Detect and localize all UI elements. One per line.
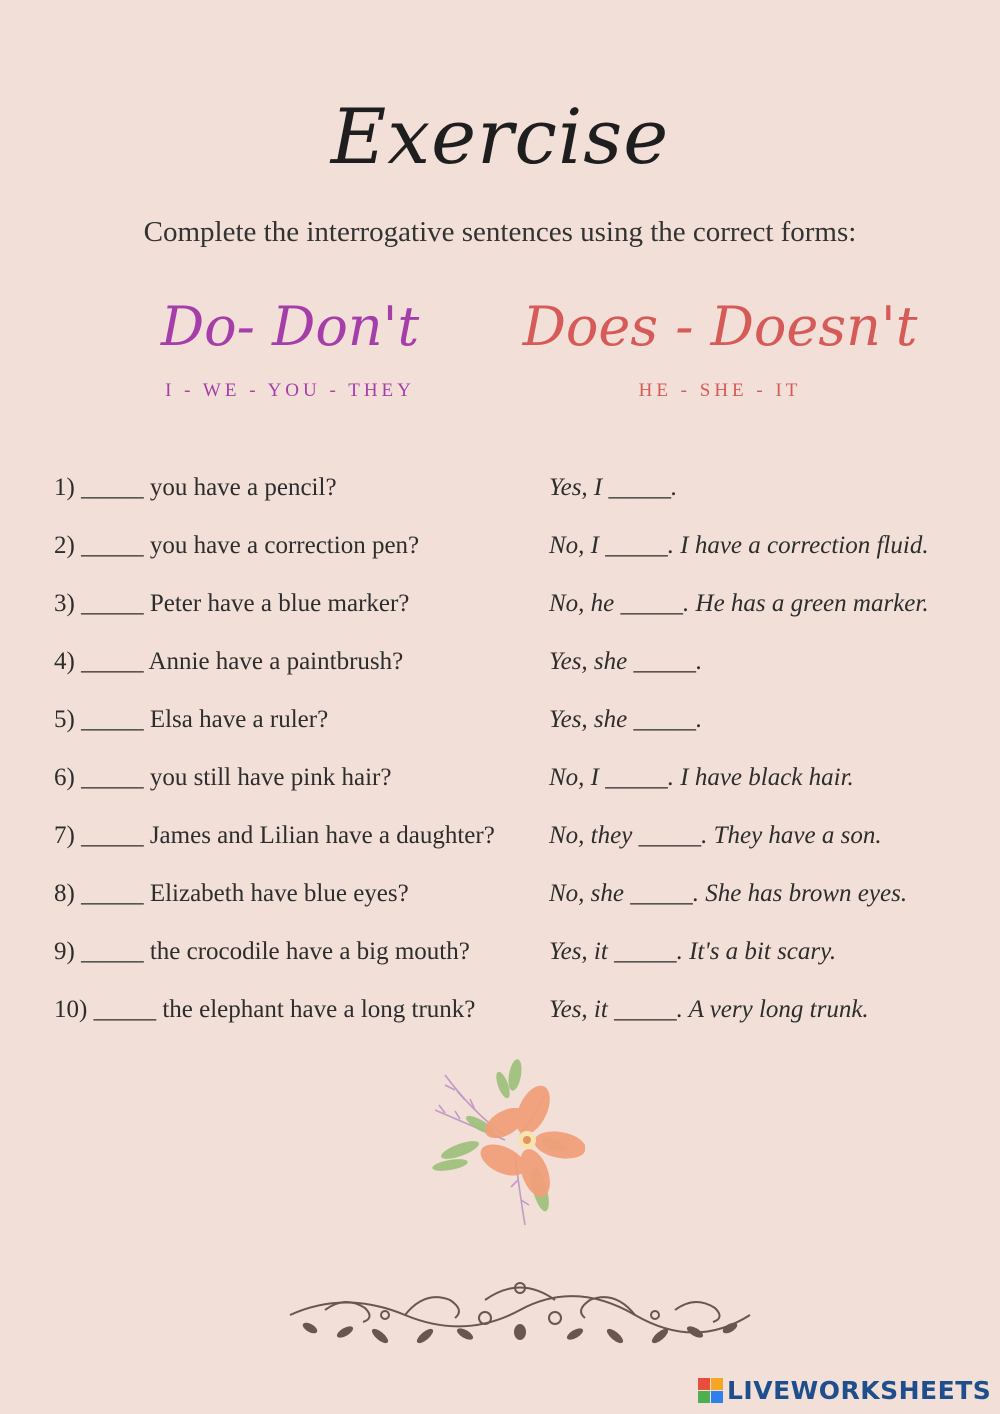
ornament-divider: [285, 1270, 755, 1360]
page-title: Exercise: [330, 92, 670, 181]
brand-name: LIVEWORKSHEETS: [727, 1376, 992, 1405]
liveworksheets-brand: [698, 1376, 991, 1405]
instruction-text: Complete the interrogative sentences using the correct forms:: [143, 216, 857, 248]
question-3: 3) _____ Peter have a blue marker?: [54, 590, 410, 617]
do-pronouns: I - WE - YOU - THEY: [165, 380, 415, 401]
answer-5: Yes, she _____.: [549, 706, 703, 733]
answer-6: No, I _____. I have black hair.: [549, 764, 854, 791]
question-10: 10) _____ the elephant have a long trunk?: [54, 996, 476, 1023]
answer-9: Yes, it _____. It's a bit scary.: [549, 938, 837, 965]
question-2: 2) _____ you have a correction pen?: [54, 532, 420, 559]
answer-1: Yes, I _____.: [549, 474, 678, 501]
does-doesnt-label: Does - Doesn't: [522, 295, 918, 358]
liveworksheets-logo-icon: [698, 1378, 723, 1403]
answer-2: No, I _____. I have a correction fluid.: [549, 532, 929, 559]
answer-4: Yes, she _____.: [549, 648, 703, 675]
question-5: 5) _____ Elsa have a ruler?: [54, 706, 329, 733]
does-column-header: [520, 295, 920, 402]
does-pronouns: HE - SHE - IT: [638, 380, 802, 401]
question-8: 8) _____ Elizabeth have blue eyes?: [54, 880, 409, 907]
answer-7: No, they _____. They have a son.: [549, 822, 882, 849]
answer-3: No, he _____. He has a green marker.: [549, 590, 929, 617]
question-9: 9) _____ the crocodile have a big mouth?: [54, 938, 470, 965]
answer-10: Yes, it _____. A very long trunk.: [549, 996, 869, 1023]
flower-icon: [415, 1055, 585, 1235]
answer-8: No, she _____. She has brown eyes.: [549, 880, 908, 907]
do-column-header: [110, 295, 470, 402]
question-1: 1) _____ you have a pencil?: [54, 474, 337, 501]
question-4: 4) _____ Annie have a paintbrush?: [54, 648, 404, 675]
do-dont-label: Do- Don't: [160, 295, 420, 358]
question-7: 7) _____ James and Lilian have a daughter?: [54, 822, 495, 849]
question-6: 6) _____ you still have pink hair?: [54, 764, 392, 791]
